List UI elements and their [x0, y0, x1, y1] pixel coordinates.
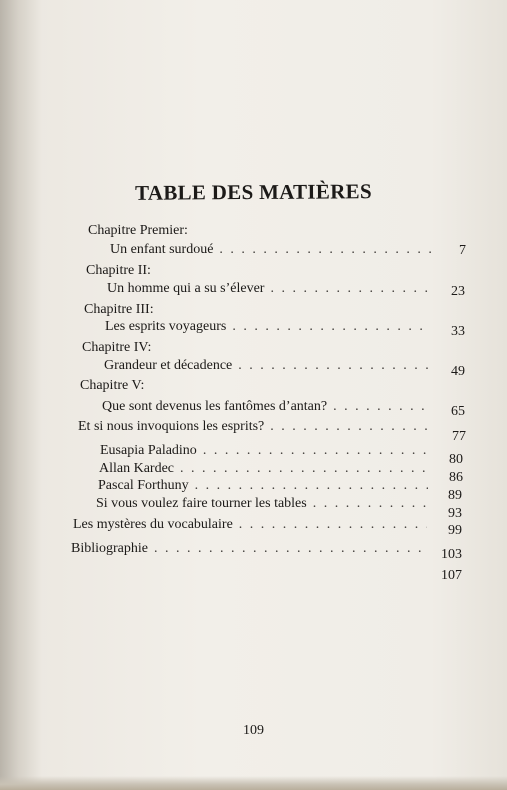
toc-page-number: 107	[441, 568, 462, 583]
dot-leader	[333, 398, 432, 416]
toc-page-number: 65	[451, 404, 465, 419]
toc-page-number: 23	[451, 284, 465, 299]
toc-page-number: 99	[448, 523, 462, 538]
dot-leader	[203, 442, 430, 460]
toc-entry-title: Eusapia Paladino	[100, 443, 197, 458]
toc-entry	[100, 442, 436, 460]
toc-entry-title: Les esprits voyageurs	[105, 319, 227, 334]
toc-page-number: 49	[451, 364, 465, 379]
toc-entry	[71, 540, 433, 558]
dot-leader	[239, 516, 427, 534]
toc-page-number: 77	[452, 429, 466, 444]
toc-entry-title: Et si nous invoquions les esprits?	[78, 419, 265, 434]
chapter-heading: Chapitre III:	[84, 302, 154, 317]
dot-leader	[154, 540, 427, 558]
page-title: TABLE DES MATIÈRES	[134, 179, 372, 205]
chapter-heading: Chapitre V:	[80, 378, 145, 393]
toc-entry-title: Un enfant surdoué	[110, 242, 214, 257]
dot-leader	[219, 241, 432, 259]
toc-entry	[99, 460, 435, 478]
toc-entry-title: Grandeur et décadence	[104, 358, 233, 373]
dot-leader	[238, 357, 431, 375]
toc-entry-title: Allan Kardec	[99, 461, 175, 476]
dot-leader	[232, 318, 429, 336]
toc-entry	[73, 516, 433, 534]
dot-leader	[270, 280, 429, 298]
toc-entry	[107, 280, 435, 298]
toc-entry-title: Les mystères du vocabulaire	[73, 517, 233, 532]
toc-page-number: 93	[448, 506, 462, 521]
toc-entry-title: Un homme qui a su s’élever	[107, 281, 265, 296]
toc-entry-title: Que sont devenus les fantômes d’antan?	[102, 399, 328, 414]
dot-leader	[313, 495, 428, 513]
toc-page-number: 80	[449, 452, 463, 467]
page-gutter-shadow	[0, 0, 42, 790]
toc-entry-title: Si vous voulez faire tourner les tables	[96, 496, 307, 511]
toc-entry	[105, 318, 435, 336]
toc-page-number: 86	[449, 470, 463, 485]
chapter-heading: Chapitre IV:	[82, 340, 152, 355]
toc-page-number: 103	[441, 547, 462, 562]
dot-leader	[180, 460, 429, 478]
dot-leader	[195, 477, 428, 495]
toc-entry	[104, 357, 437, 375]
chapter-heading: Chapitre Premier:	[88, 223, 188, 238]
toc-entry	[78, 418, 436, 436]
toc-page-number: 89	[448, 488, 462, 503]
toc-page-number: 7	[459, 243, 466, 258]
toc-entry	[110, 241, 438, 259]
toc-page-number: 33	[451, 324, 465, 339]
toc-entry	[102, 398, 438, 416]
toc-entry	[96, 495, 434, 513]
toc-entry-title: Pascal Forthuny	[98, 478, 189, 493]
dot-leader	[270, 418, 430, 436]
page-folio-number: 109	[243, 723, 264, 738]
chapter-heading: Chapitre II:	[86, 263, 151, 278]
toc-entry	[98, 477, 434, 495]
toc-entry-title: Bibliographie	[71, 541, 148, 556]
page-bottom-edge	[0, 776, 507, 790]
